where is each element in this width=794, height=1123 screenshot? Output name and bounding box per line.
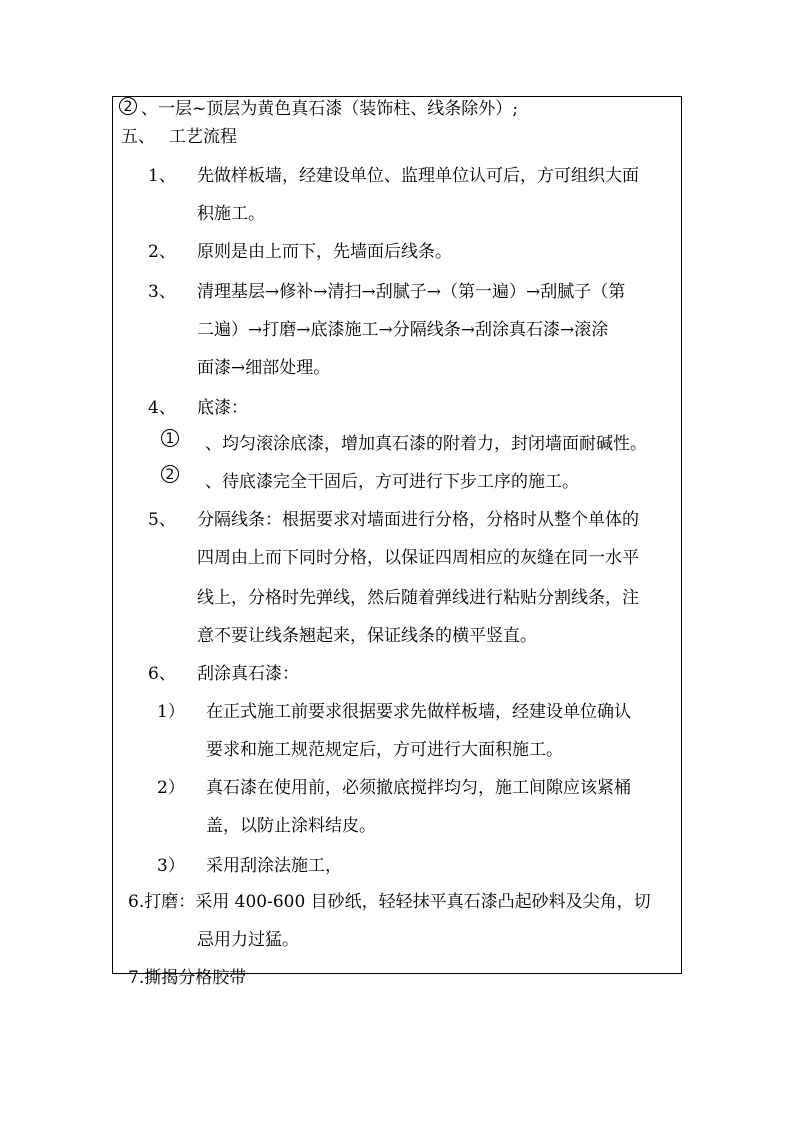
primer-step-1: 、均匀滚涂底漆，增加真石漆的附着力，封闭墙面耐碱性。 xyxy=(205,434,647,454)
line-yellow-stone-paint: 、一层~顶层为黄色真石漆（装饰柱、线条除外）; xyxy=(141,99,518,119)
subitem-3-line-a: 采用刮涂法施工， xyxy=(206,856,342,876)
item-3-line-c: 面漆→细部处理。 xyxy=(197,358,331,378)
subitem-1-line-b: 要求和施工规范规定后，方可进行大面积施工。 xyxy=(206,740,563,760)
item-number-6: 6、 xyxy=(148,664,176,684)
item-1-line-b: 积施工。 xyxy=(197,204,265,224)
circled-marker-2: 2 xyxy=(119,96,137,116)
item-5-line-b: 四周由上而下同时分格，以保证四周相应的灰缝在同一水平 xyxy=(197,548,639,568)
item-3-line-a: 清理基层→修补→清扫→刮腻子→（第一遍）→刮腻子（第 xyxy=(197,282,626,302)
item-5-line-a: 分隔线条：根据要求对墙面进行分格，分格时从整个单体的 xyxy=(197,510,639,530)
item-6-line-a: 刮涂真石漆： xyxy=(197,664,299,684)
item-number-5: 5、 xyxy=(148,510,176,530)
item-number-3: 3、 xyxy=(148,282,176,302)
item-4-line-a: 底漆： xyxy=(197,398,248,418)
remove-tape-line: 7.撕揭分格胶带 xyxy=(128,968,247,988)
item-1-line-a: 先做样板墙，经建设单位、监理单位认可后，方可组织大面 xyxy=(197,166,639,186)
item-3-line-b: 二遍）→打磨→底漆施工→分隔线条→刮涂真石漆→滚涂 xyxy=(197,320,609,340)
primer-step-2: 、待底漆完全干固后，方可进行下步工序的施工。 xyxy=(205,472,579,492)
sanding-line-b: 忌用力过猛。 xyxy=(197,930,299,950)
item-number-2: 2、 xyxy=(148,242,176,262)
item-2-line-a: 原则是由上而下，先墙面后线条。 xyxy=(197,242,452,262)
circled-marker-1: 1 xyxy=(161,428,179,448)
section-number: 五、 xyxy=(121,127,155,147)
item-5-line-c: 线上，分格时先弹线，然后随着弹线进行粘贴分割线条，注 xyxy=(197,588,639,608)
section-title: 工艺流程 xyxy=(169,127,237,147)
subitem-2-line-b: 盖，以防止涂料结皮。 xyxy=(206,816,376,836)
sanding-line-a: 6.打磨：采用 400-600 目砂纸，轻轻抹平真石漆凸起砂料及尖角，切 xyxy=(128,892,651,912)
item-5-line-d: 意不要让线条翘起来，保证线条的横平竖直。 xyxy=(197,626,537,646)
subitem-number-2: 2） xyxy=(157,778,185,798)
subitem-1-line-a: 在正式施工前要求很据要求先做样板墙，经建设单位确认 xyxy=(206,702,631,722)
subitem-2-line-a: 真石漆在使用前，必须撤底搅拌均匀，施工间隙应该紧桶 xyxy=(206,778,631,798)
circled-marker-2b: 2 xyxy=(161,464,179,484)
subitem-number-1: 1） xyxy=(157,702,185,722)
subitem-number-3: 3） xyxy=(157,856,185,876)
item-number-1: 1、 xyxy=(148,166,176,186)
document-table-frame xyxy=(112,96,682,974)
item-number-4: 4、 xyxy=(148,398,176,418)
